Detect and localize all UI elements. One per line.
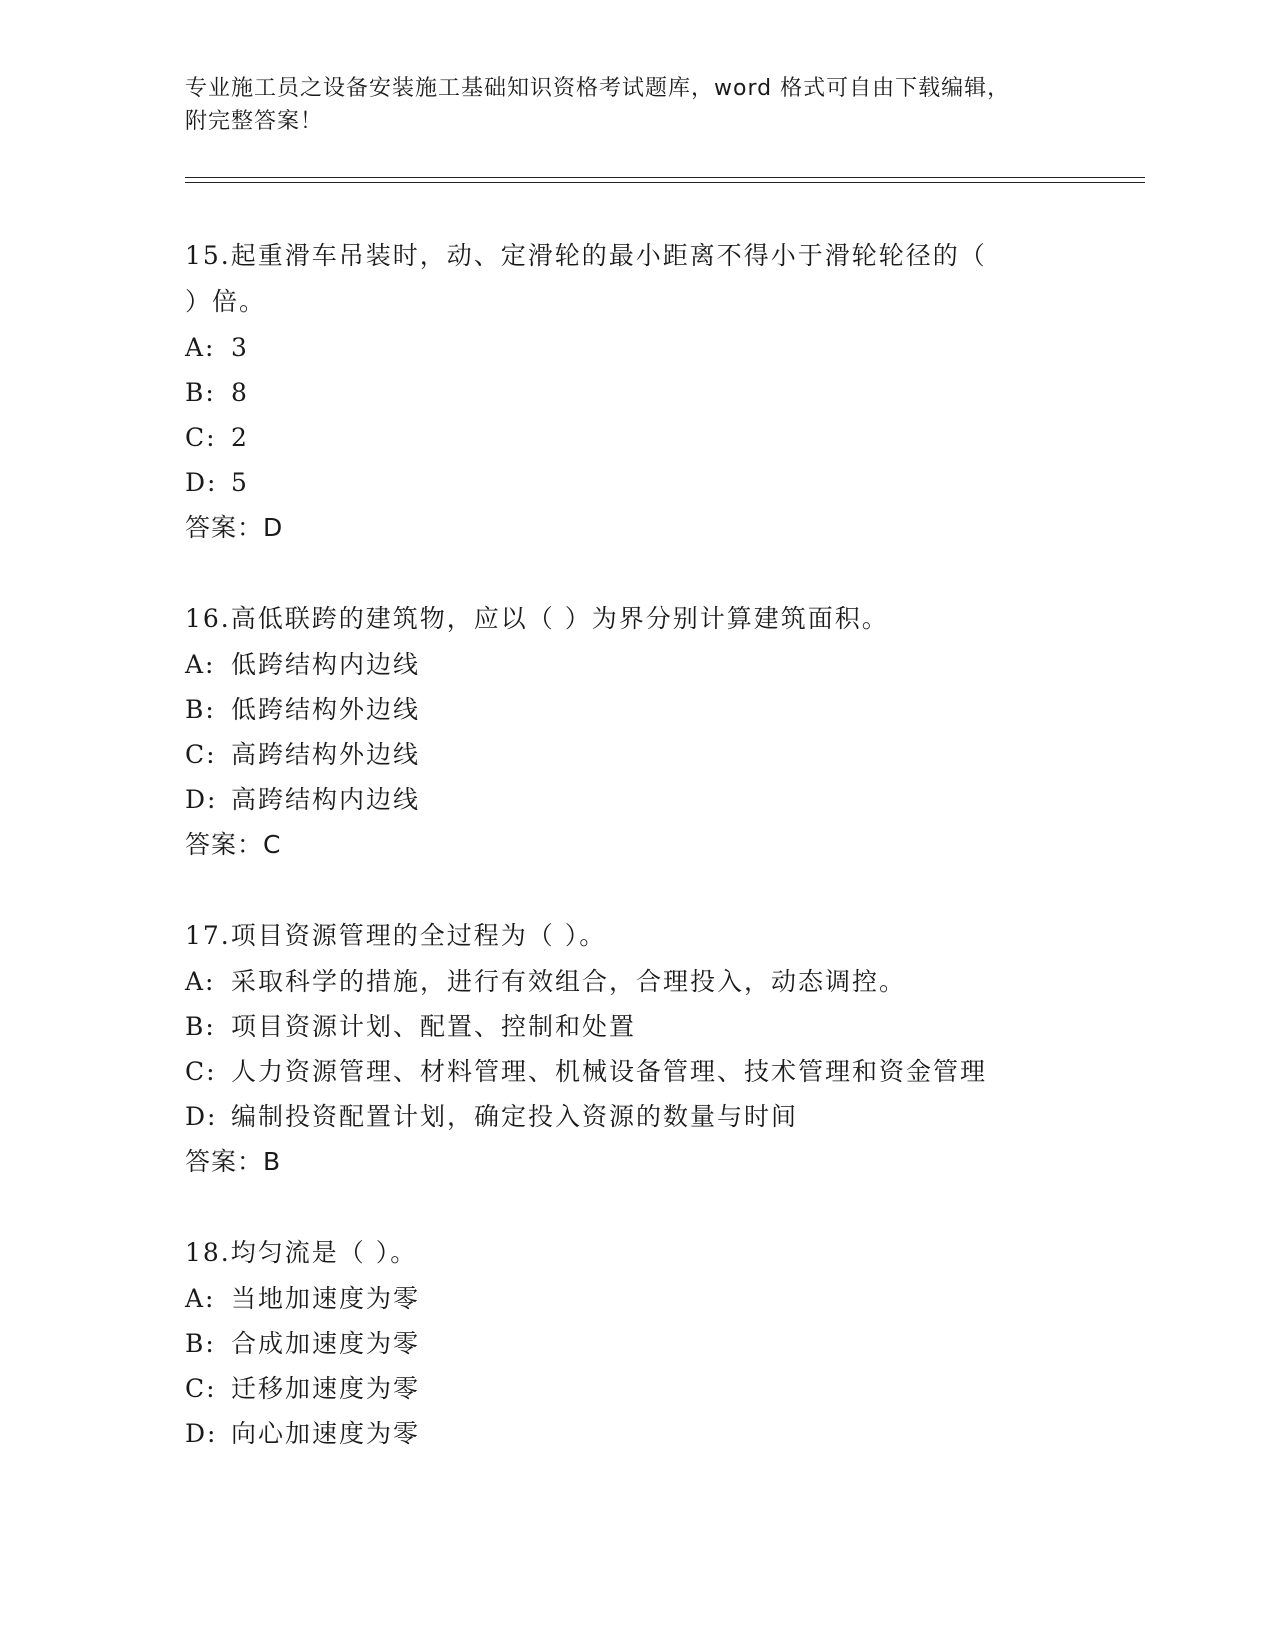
option-letter: A: (185, 333, 216, 362)
option-text: 采取科学的措施，进行有效组合，合理投入，动态调控。 (231, 967, 907, 996)
question-18 (185, 1230, 1065, 1456)
header-line-1: 专业施工员之设备安装施工基础知识资格考试题库，word 格式可自由下载编辑， (185, 76, 1011, 101)
question-16 (185, 596, 1065, 868)
option-d (185, 460, 1065, 505)
option-d (185, 1411, 1065, 1456)
option-text: 人力资源管理、材料管理、机械设备管理、技术管理和资金管理 (231, 1057, 988, 1086)
option-b (185, 687, 1065, 732)
option-text: 当地加速度为零 (231, 1284, 421, 1313)
option-letter: D: (185, 785, 218, 814)
option-c (185, 1366, 1065, 1411)
option-a (185, 325, 1065, 370)
option-letter: B: (185, 378, 216, 407)
option-letter: A: (185, 650, 216, 679)
question-stem: 15.起重滑车吊装时，动、定滑轮的最小距离不得小于滑轮轮径的（ (185, 241, 987, 270)
option-letter: D: (185, 468, 218, 497)
option-text: 3 (231, 333, 249, 362)
option-text: 迁移加速度为零 (231, 1374, 421, 1403)
question-17 (185, 913, 1065, 1185)
option-text: 高跨结构外边线 (231, 740, 421, 769)
option-d (185, 777, 1065, 822)
question-stem: 17.项目资源管理的全过程为（ ）。 (185, 921, 607, 950)
header-divider-top (185, 177, 1145, 178)
option-letter: C: (185, 1057, 217, 1086)
option-a (185, 642, 1065, 687)
option-text: 低跨结构内边线 (231, 650, 421, 679)
option-b (185, 1004, 1065, 1049)
option-c (185, 415, 1065, 460)
option-text: 2 (231, 423, 249, 452)
option-text: 合成加速度为零 (231, 1329, 421, 1358)
option-text: 编制投资配置计划，确定投入资源的数量与时间 (231, 1102, 799, 1131)
header-line-2: 附完整答案！ (185, 109, 324, 134)
option-a (185, 959, 1065, 1004)
question-stem: 18.均匀流是（ ）。 (185, 1238, 418, 1267)
question-15 (185, 233, 1065, 551)
option-c (185, 1049, 1065, 1094)
option-letter: C: (185, 1374, 217, 1403)
option-letter: A: (185, 967, 216, 996)
option-letter: C: (185, 423, 217, 452)
option-letter: C: (185, 740, 217, 769)
option-c (185, 732, 1065, 777)
question-stem-continued: ）倍。 (185, 287, 267, 316)
option-a (185, 1276, 1065, 1321)
option-letter: B: (185, 1329, 216, 1358)
document-header (185, 72, 1065, 138)
option-b (185, 370, 1065, 415)
option-text: 8 (231, 378, 249, 407)
answer-line: 答案：B (185, 1147, 282, 1176)
option-b (185, 1321, 1065, 1366)
question-stem: 16.高低联跨的建筑物，应以（ ）为界分别计算建筑面积。 (185, 604, 889, 633)
option-d (185, 1094, 1065, 1139)
option-text: 向心加速度为零 (231, 1419, 421, 1448)
option-letter: D: (185, 1419, 218, 1448)
option-letter: B: (185, 695, 216, 724)
header-divider-bottom (185, 182, 1145, 183)
option-letter: D: (185, 1102, 218, 1131)
answer-line: 答案：D (185, 513, 284, 542)
option-text: 高跨结构内边线 (231, 785, 421, 814)
option-text: 5 (231, 468, 249, 497)
answer-line: 答案：C (185, 830, 282, 859)
option-text: 低跨结构外边线 (231, 695, 421, 724)
option-letter: B: (185, 1012, 216, 1041)
option-text: 项目资源计划、配置、控制和处置 (231, 1012, 637, 1041)
option-letter: A: (185, 1284, 216, 1313)
